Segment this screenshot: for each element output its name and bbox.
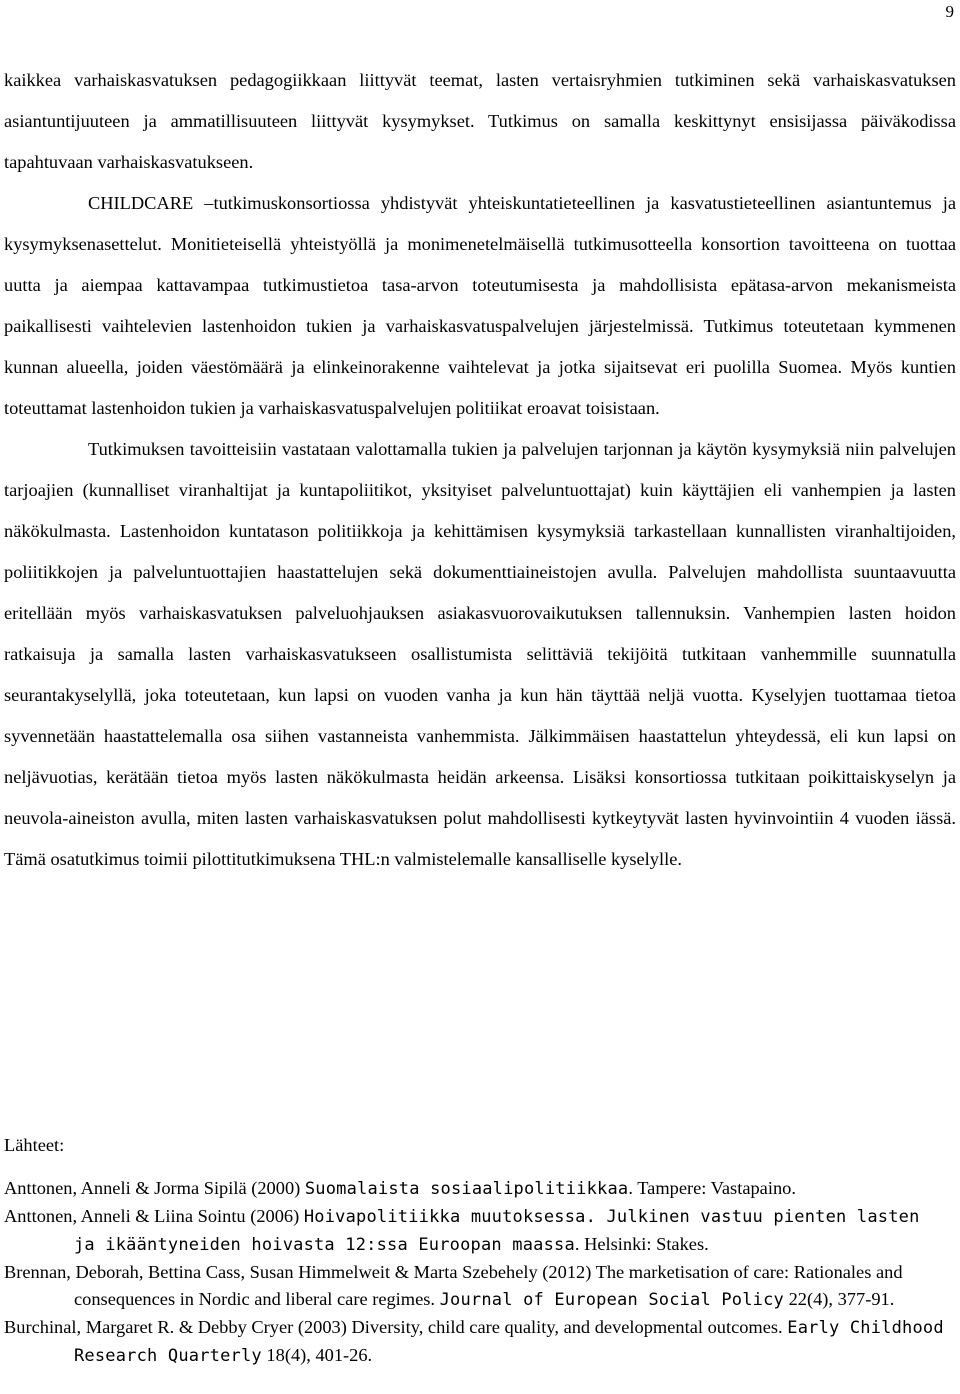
reference-publisher: . Helsinki: Stakes.: [574, 1234, 709, 1254]
references-list: [4, 1175, 948, 1370]
paragraph-3: Tutkimuksen tavoitteisiin vastataan valottamalla tukien ja palvelujen tarjonnan ja käytön kysymyksiä niin palvelujen tarjoajien (kunnalliset viranhaltijat ja kuntapoliitikot, yksityiset palveluntuottajat) kuin käyttäjien eli vanhempien ja lasten näkökulmasta. Lastenhoidon kuntatason politiikkoja ja kehittämisen kysymyksiä tarkastellaan kunnallisten viranhaltijoiden, poliitikkojen ja palveluntuottajien haastattelujen sekä dokumenttiaineistojen avulla. Palvelujen mahdollista suuntaavuutta eritellään myös varhaiskasvatuksen palveluohjauksen asiakasvuorovaikutuksen tallennuksin. Vanhempien lasten hoidon ratkaisuja ja samalla lasten varhaiskasvatukseen osallistumista selittäviä tekijöitä tutkitaan vanhemmille suunnatulla seurantakyselyllä, joka toteutetaan, kun lapsi on vuoden vanha ja kun hän täyttää neljä vuotta. Kyselyjen tuottamaa tietoa syvennetään haastattelemalla osa siihen vastanneista vanhemmista. Jälkimmäisen haastattelun yhteydessä, eli kun lapsi on neljävuotias, kerätään tietoa myös lasten näkökulmasta heidän arkeensa. Lisäksi konsortiossa tutkitaan poikittaiskyselyn ja neuvola-aineiston avulla, miten lasten varhaiskasvatuksen polut mahdollisesti kytkeytyvät lasten hyvinvointiin 4 vuoden iässä. Tämä osatutkimus toimii pilottitutkimuksena THL:n valmistelemalle kansalliselle kyselylle.: [4, 439, 956, 869]
reference-title: Hoivapolitiikka muutoksessa. Julkinen vastuu pienten lasten ja ikääntyneiden hoivasta 12:ssa Euroopan maassa: [74, 1207, 920, 1255]
body-text: [4, 60, 956, 880]
paragraph-1: kaikkea varhaiskasvatuksen pedagogiikkaan liittyvät teemat, lasten vertaisryhmien tutkiminen sekä varhaiskasvatuksen asiantuntijuuteen ja ammatillisuuteen liittyvät kysymykset. Tutkimus on samalla keskittynyt ensisijassa päiväkodissa tapahtuvaan varhaiskasvatukseen.: [4, 70, 956, 172]
reference-journal: Journal of European Social Policy: [439, 1290, 784, 1310]
reference-authors: Anttonen, Anneli & Jorma Sipilä (2000): [4, 1178, 305, 1198]
reference-journal: Early Childhood Research Quarterly: [74, 1318, 944, 1366]
reference-volume: 18(4), 401-26.: [261, 1345, 373, 1365]
paragraph-2: CHILDCARE –tutkimuskonsortiossa yhdistyvät yhteiskuntatieteellinen ja kasvatustieteellinen asiantuntemus ja kysymyksenasettelut. Monitieteisellä yhteistyöllä ja monimenetelmäisellä tutkimusotteella konsortion tavoitteena on tuottaa uutta ja aiempaa kattavampaa tutkimustietoa tasa-arvon toteutumisesta ja mahdollisista epätasa-arvon mekanismeista paikallisesti vaihtelevien lastenhoidon tukien ja varhaiskasvatuspalvelujen järjestelmissä. Tutkimus toteutetaan kymmenen kunnan alueella, joiden väestömäärä ja elinkeinorakenne vaihtelevat ja jotka sijaitsevat eri puolilla Suomea. Myös kuntien toteuttamat lastenhoidon tukien ja varhaiskasvatuspalvelujen politiikat eroavat toisistaan.: [4, 193, 956, 418]
reference-item: [4, 1203, 948, 1259]
references-heading: Lähteet:: [4, 1135, 65, 1155]
reference-item: [4, 1175, 948, 1203]
reference-volume: 22(4), 377-91.: [783, 1289, 895, 1309]
page-number: 9: [945, 2, 954, 21]
reference-title: Suomalaista sosiaalipolitiikkaa: [304, 1179, 629, 1199]
reference-authors: Anttonen, Anneli & Liina Sointu (2006): [4, 1206, 304, 1226]
reference-item: [4, 1314, 948, 1370]
reference-item: [4, 1259, 948, 1314]
reference-authors: Burchinal, Margaret R. & Debby Cryer (2003) Diversity, child care quality, and developmental outcomes.: [4, 1317, 788, 1337]
reference-publisher: . Tampere: Vastapaino.: [628, 1178, 796, 1198]
reference-authors: Brennan, Deborah, Bettina Cass, Susan Himmelweit & Marta Szebehely (2012) The marketisation of care: Rationales and consequences in Nordic and liberal care regimes.: [4, 1262, 903, 1309]
